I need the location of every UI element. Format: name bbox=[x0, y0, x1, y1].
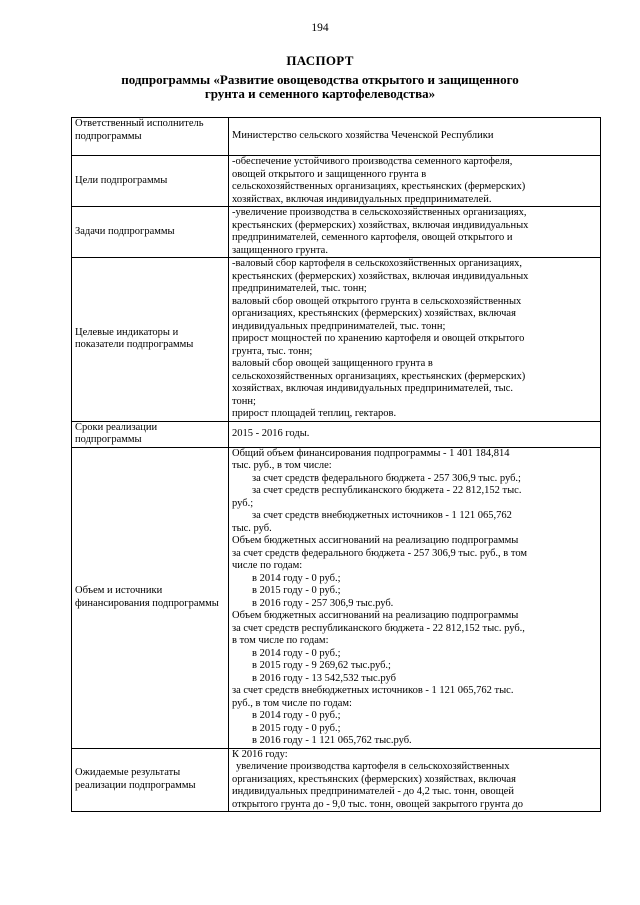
value-line: тыс. руб., в том числе: bbox=[232, 460, 332, 471]
row-value-goals bbox=[229, 156, 601, 207]
value-line: предпринимателей, тыс. тонн; bbox=[232, 283, 367, 294]
value-line: крестьянских (фермерских) хозяйствах, включая индивидуальных bbox=[232, 219, 529, 231]
value-line: индивидуальных предпринимателей, тыс. тонн; bbox=[232, 320, 446, 332]
value-line: увеличение производства картофеля в сельскохозяйственных bbox=[236, 761, 510, 772]
table-row bbox=[72, 207, 601, 258]
value-line: -обеспечение устойчивого производства семенного картофеля, bbox=[232, 156, 513, 167]
value-line: за счет средств республиканского бюджета - 22 812,152 тыс. bbox=[252, 485, 522, 496]
value-line: тонн; bbox=[232, 395, 256, 407]
row-label-indicators: Целевые индикаторы и показатели подпрограммы bbox=[72, 258, 229, 422]
value-line: Общий объем финансирования подпрограммы - 1 401 184,814 bbox=[232, 447, 510, 459]
value-line: организациях, крестьянских (фермерских) хозяйствах, включая bbox=[232, 308, 516, 319]
row-value-indicators bbox=[229, 258, 601, 422]
row-label-tasks: Задачи подпрограммы bbox=[72, 207, 229, 258]
value-line: в 2014 году - 0 руб.; bbox=[252, 710, 341, 721]
passport-table bbox=[71, 117, 601, 812]
value-line: руб.; bbox=[232, 497, 254, 509]
value-line: предпринимателей, семенного картофеля, овощей открытого и bbox=[232, 232, 513, 243]
row-label-financing: Объем и источники финансирования подпрограммы bbox=[72, 447, 229, 748]
value-line: в 2016 году - 1 121 065,762 тыс.руб. bbox=[252, 735, 412, 746]
value-line: валовый сбор овощей открытого грунта в сельскохозяйственных bbox=[232, 295, 522, 307]
value-line: -валовый сбор картофеля в сельскохозяйственных организациях, bbox=[232, 258, 523, 269]
document-title: ПАСПОРТ bbox=[286, 53, 354, 68]
value-line: К 2016 году: bbox=[232, 748, 288, 760]
table-row bbox=[72, 258, 601, 422]
value-line: за счет средств внебюджетных источников - 1 121 065,762 тыс. bbox=[232, 685, 514, 696]
value-line: числе по годам: bbox=[232, 560, 303, 571]
row-label-goals: Цели подпрограммы bbox=[72, 156, 229, 207]
page-number: 194 bbox=[311, 22, 329, 34]
row-label-responsible: Ответственный исполнитель подпрограммы bbox=[72, 118, 229, 156]
value-line: за счет средств федерального бюджета - 257 306,9 тыс. руб.; bbox=[252, 472, 521, 484]
value-line: в том числе по годам: bbox=[232, 635, 329, 646]
value-line: организациях, крестьянских (фермерских) хозяйствах, включая bbox=[232, 773, 516, 785]
value-line: в 2014 году - 0 руб.; bbox=[252, 647, 341, 659]
value-line: индивидуальных предпринимателей - до 4,2 тыс. тонн, овощей bbox=[232, 786, 514, 797]
value-line: за счет средств внебюджетных источников - 1 121 065,762 bbox=[252, 510, 512, 521]
table-row bbox=[72, 421, 601, 447]
table-row bbox=[72, 447, 601, 748]
row-value-timeline bbox=[229, 421, 601, 447]
value-line: -увеличение производства в сельскохозяйственных организациях, bbox=[232, 207, 527, 218]
row-value-results bbox=[229, 748, 601, 812]
value-line: 2015 - 2016 годы. bbox=[232, 427, 310, 439]
value-line: в 2016 году - 13 542,532 тыс.руб bbox=[252, 672, 396, 684]
row-value-responsible bbox=[229, 118, 601, 156]
value-line: крестьянских (фермерских) хозяйствах, включая индивидуальных bbox=[232, 270, 529, 282]
value-line: сельскохозяйственных организациях, крестьянских (фермерских) bbox=[232, 181, 526, 192]
value-line: прирост площадей теплиц, гектаров. bbox=[232, 408, 397, 419]
value-line: Объем бюджетных ассигнований на реализацию подпрограммы bbox=[232, 535, 519, 546]
value-line: в 2015 году - 9 269,62 тыс.руб.; bbox=[252, 660, 391, 671]
value-line: в 2016 году - 257 306,9 тыс.руб. bbox=[252, 597, 394, 609]
value-line: валовый сбор овощей защищенного грунта в bbox=[232, 358, 433, 369]
value-line: открытого грунта до - 9,0 тыс. тонн, овощей закрытого грунта до bbox=[232, 798, 523, 810]
value-line: тыс. руб. bbox=[232, 522, 272, 534]
table-row bbox=[72, 156, 601, 207]
table-row bbox=[72, 118, 601, 156]
row-label-timeline: Сроки реализации подпрограммы bbox=[72, 421, 229, 447]
value-line: руб., в том числе по годам: bbox=[232, 697, 352, 709]
value-line: за счет средств республиканского бюджета - 22 812,152 тыс. руб., bbox=[232, 622, 525, 634]
value-line: в 2014 году - 0 руб.; bbox=[252, 572, 341, 584]
value-line: сельскохозяйственных организациях, крестьянских (фермерских) bbox=[232, 370, 526, 382]
table-row bbox=[72, 748, 601, 812]
value-line: Министерство сельского хозяйства Чеченской Республики bbox=[232, 130, 494, 142]
value-line: в 2015 году - 0 руб.; bbox=[252, 585, 341, 596]
value-line: защищенного грунта. bbox=[232, 244, 328, 256]
value-line: прирост мощностей по хранению картофеля и овощей открытого bbox=[232, 333, 525, 344]
value-line: за счет средств федерального бюджета - 257 306,9 тыс. руб., в том bbox=[232, 547, 528, 559]
value-line: хозяйствах, включая индивидуальных предпринимателей, тыс. bbox=[232, 383, 513, 394]
value-line: хозяйствах, включая индивидуальных предпринимателей. bbox=[232, 193, 492, 205]
row-value-financing bbox=[229, 447, 601, 748]
document-subtitle: подпрограммы «Развитие овощеводства открытого и защищенного грунта и семенного картофелеводства» bbox=[121, 72, 519, 101]
value-line: в 2015 году - 0 руб.; bbox=[252, 722, 341, 734]
row-label-results: Ожидаемые результаты реализации подпрограммы bbox=[72, 748, 229, 812]
row-value-tasks bbox=[229, 207, 601, 258]
value-line: грунта, тыс. тонн; bbox=[232, 345, 313, 357]
value-line: овощей открытого и защищенного грунта в bbox=[232, 168, 427, 180]
value-line: Объем бюджетных ассигнований на реализацию подпрограммы bbox=[232, 610, 519, 621]
